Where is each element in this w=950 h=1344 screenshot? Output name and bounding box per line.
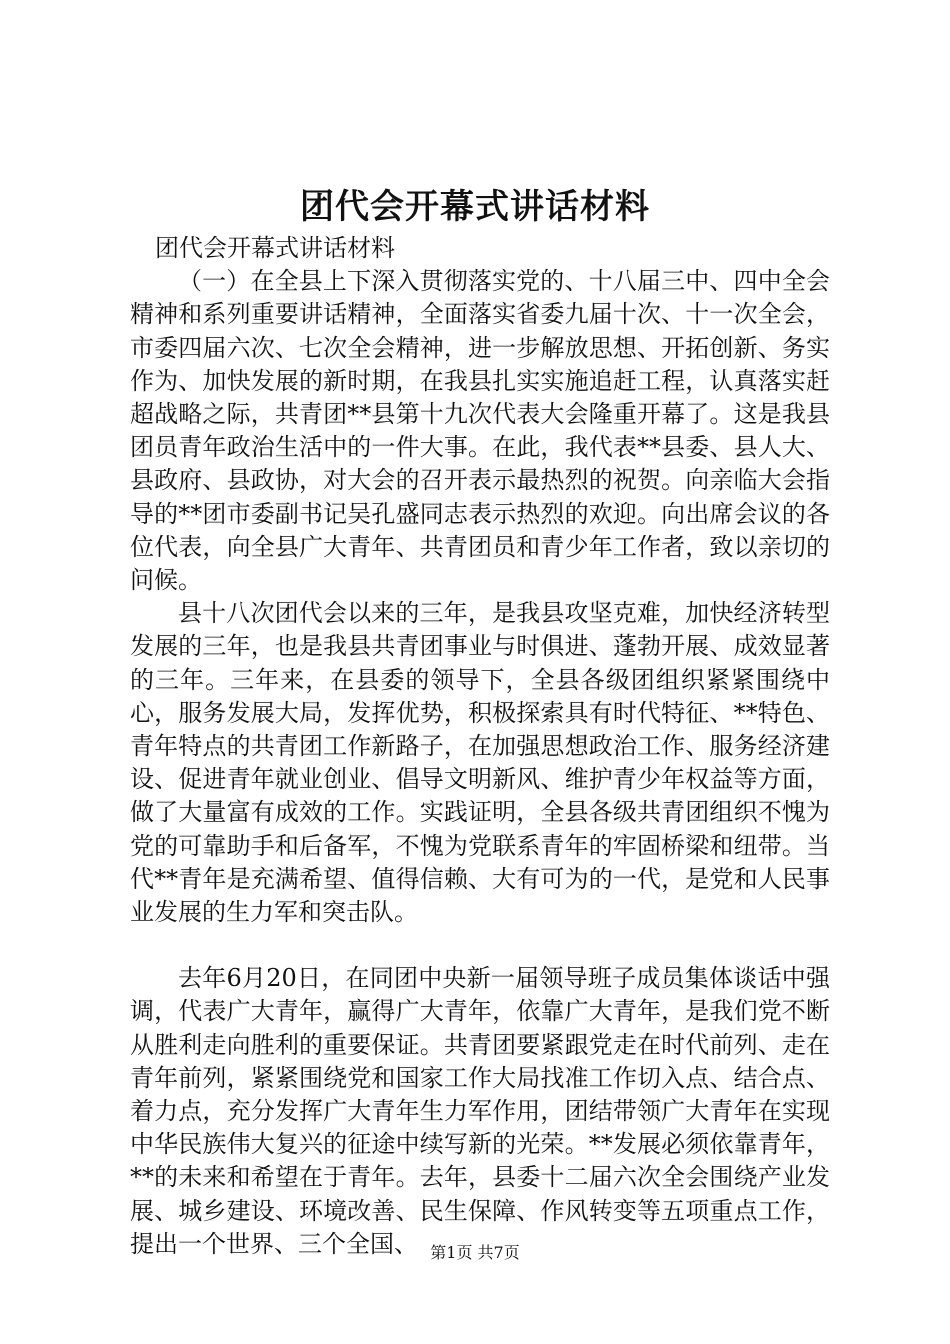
page-footer — [0, 1242, 950, 1264]
document-body — [130, 232, 830, 1261]
paragraph-1: （一）在全县上下深入贯彻落实党的、十八届三中、四中全会精神和系列重要讲话精神，全面落实省委九届十次、十一次全会，市委四届六次、七次全会精神，进一步解放思想、开拓创新、务实作为、加快发展的新时期，在我县扎实实施追赶工程，认真落实赶超战略之际，共青团**县第十九次代表大会隆重开幕了。这是我县团员青年政治生活中的一件大事。在此，我代表**县委、县人大、县政府、县政协，对大会的召开表示最热烈的祝贺。向亲临大会指导的**团市委副书记吴孔盛同志表示热烈的欢迎。向出席会议的各位代表，向全县广大青年、共青团员和青少年工作者，致以亲切的问候。 — [130, 267, 830, 595]
page-indicator: 第1页 共7页 — [430, 1243, 520, 1262]
paragraph-3: 去年6月20日，在同团中央新一届领导班子成员集体谈话中强调，代表广大青年，赢得广大青年，依靠广大青年，是我们党不断从胜利走向胜利的重要保证。共青团要紧跟党走在时代前列、走在青年前列，紧紧围绕党和国家工作大局找准工作切入点、结合点、着力点，充分发挥广大青年生力军作用，团结带领广大青年在实现中华民族伟大复兴的征途中续写新的光荣。**发展必须依靠青年，**的未来和希望在于青年。去年，县委十二届六次全会围绕产业发展、城乡建设、环境改善、民生保障、作风转变等五项重点工作，提出一个世界、三个全国、 — [130, 964, 830, 1258]
document-subtitle: 团代会开幕式讲话材料 — [155, 234, 395, 262]
paragraph-2: 县十八次团代会以来的三年，是我县攻坚克难，加快经济转型发展的三年，也是我县共青团事业与时俱进、蓬勃开展、成效显著的三年。三年来，在县委的领导下，全县各级团组织紧紧围绕中心，服务发展大局，发挥优势，积极探索具有时代特征、**特色、青年特点的共青团工作新路子，在加强思想政治工作、服务经济建设、促进青年就业创业、倡导文明新风、维护青少年权益等方面，做了大量富有成效的工作。实践证明，全县各级共青团组织不愧为党的可靠助手和后备军，不愧为党联系青年的牢固桥梁和纽带。当代**青年是充满希望、值得信赖、大有可为的一代，是党和人民事业发展的生力军和突击队。 — [130, 599, 830, 927]
document-title: 团代会开幕式讲话材料 — [300, 187, 650, 227]
